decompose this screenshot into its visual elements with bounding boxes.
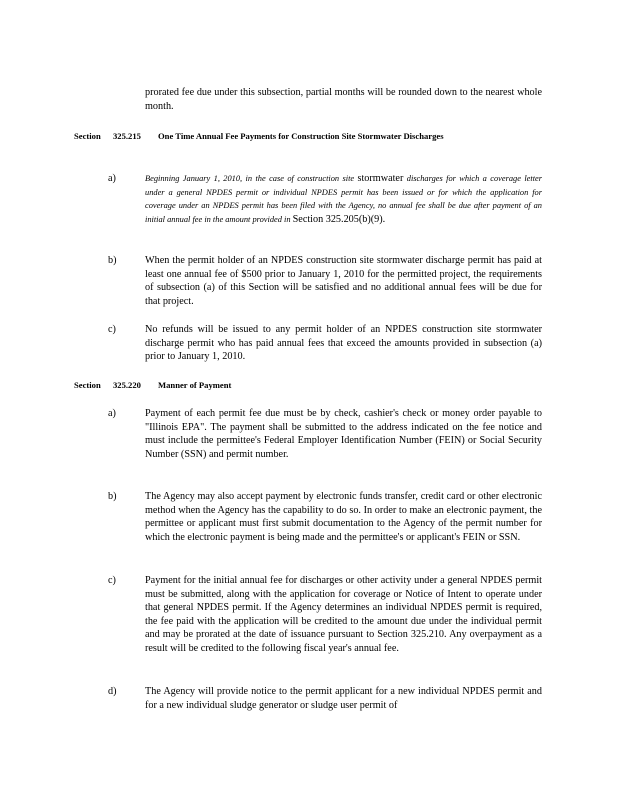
subsection-text-part: discharges for which a coverage letter under a general NPDES permit or individual NPDES permit has been issued or for which the application for coverage under an NPDES permit has been filed with the Agency, no annual fee shall be due after payment of an initial annual fee in the amount provided in (145, 174, 542, 224)
subsection-b (108, 254, 542, 308)
subsection-text: The Agency may also accept payment by electronic funds transfer, credit card or other electronic method when the Agency has the capability to do so. In order to make an electronic payment, the permittee or applicant must first submit documentation to the Agency of the permit number for which the electronic payment is being made and the permittee's or applicant's FEIN or SSN. (145, 491, 542, 543)
subsection-text: The Agency will provide notice to the permit applicant for a new individual NPDES permit and for a new individual sludge generator or sludge user permit of (145, 686, 542, 711)
section-label: Section (74, 380, 101, 390)
subsection-label: c) (108, 324, 116, 335)
subsection-text: Payment for the initial annual fee for discharges or other activity under a general NPDES permit must be submitted, along with the application for coverage or Notice of Intent to operate under that general NPDES permit. If the Agency determines an individual NPDES permit is required, the fee paid with the application will be credited to the amount due under the individual permit and may be prorated at the date of issuance pursuant to Section 325.210. Any overpayment as a result will be credited to the following fiscal year's annual fee. (145, 575, 542, 654)
subsection-text (145, 172, 542, 226)
section-label: Section (74, 131, 101, 141)
subsection-c (108, 574, 542, 655)
subsection-d (108, 685, 542, 712)
subsection-label: b) (108, 491, 117, 502)
subsection-a (108, 407, 542, 461)
subsection-label: c) (108, 575, 116, 586)
intro-paragraph: prorated fee due under this subsection, partial months will be rounded down to the nearest whole month. (145, 87, 542, 112)
section-title: One Time Annual Fee Payments for Construction Site Stormwater Discharges (158, 131, 444, 141)
section-number: 325.215 (113, 131, 141, 141)
subsection-a (108, 172, 542, 226)
subsection-text-part: stormwater (357, 173, 404, 184)
subsection-text: Payment of each permit fee due must be by check, cashier's check or money order payable to "Illinois EPA". The payment shall be submitted to the address indicated on the fee notice and must include the permittee's Federal Employer Identification Number (FEIN) or Social Security Number (SSN) and permit number. (145, 408, 542, 460)
section-title: Manner of Payment (158, 380, 232, 390)
subsection-c (108, 323, 542, 364)
subsection-text-part: Section 325.205(b)(9). (292, 213, 386, 225)
subsection-label: a) (108, 173, 116, 184)
subsection-text-part: Beginning January 1, 2010, in the case of construction site (145, 174, 355, 183)
section-number: 325.220 (113, 380, 141, 390)
subsection-b (108, 490, 542, 544)
subsection-text: No refunds will be issued to any permit holder of an NPDES construction site stormwater discharge permit who has paid annual fees that exceed the amounts provided in subsection (a) prior to January 1, 2010. (145, 324, 542, 362)
subsection-text: When the permit holder of an NPDES construction site stormwater discharge permit has paid at least one annual fee of $500 prior to January 1, 2010 for the permitted project, the requirements of subsection (a) of this Section will be satisfied and no additional annual fees will be due for that project. (145, 255, 542, 307)
subsection-label: a) (108, 408, 116, 419)
subsection-label: b) (108, 255, 117, 266)
subsection-label: d) (108, 686, 117, 697)
